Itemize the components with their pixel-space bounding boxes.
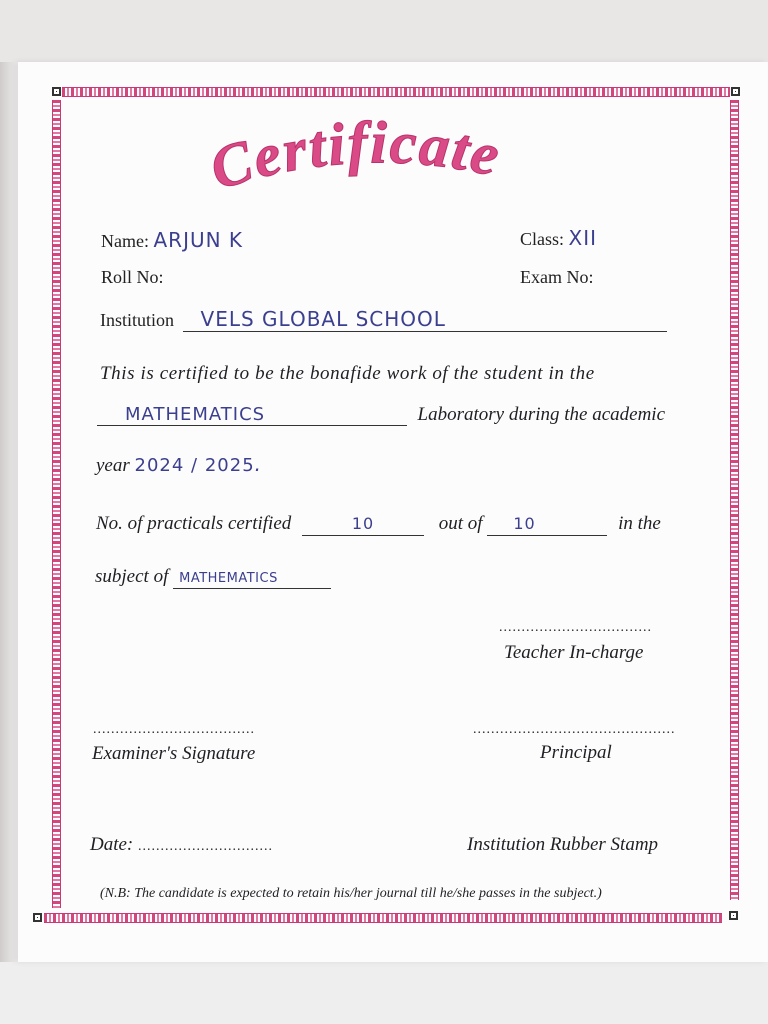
year-prefix: year: [96, 455, 130, 476]
practicals-row: [96, 513, 661, 536]
out-of-label: out of: [438, 513, 483, 534]
corner-ornament: [729, 911, 738, 920]
border-right: [730, 100, 739, 900]
date-line: ..............................: [138, 839, 274, 854]
statement-line1: This is certified to be the bonafide work of the student in the: [100, 363, 595, 384]
practicals-suffix: in the: [618, 513, 661, 534]
lab-subject-value: MATHEMATICS: [125, 404, 266, 425]
institution-row: [100, 307, 667, 332]
examiner-signature-line: ....................................: [93, 722, 255, 737]
border-top: [62, 87, 730, 97]
practicals-total-value: 10: [513, 514, 536, 533]
page-shadow: [0, 962, 768, 1024]
border-left: [52, 100, 61, 908]
roll-no-label: Roll No:: [101, 267, 164, 287]
certificate-title: [200, 118, 600, 218]
class-row: [520, 226, 597, 250]
corner-ornament: [52, 87, 61, 96]
statement-row2: [97, 404, 665, 426]
examiner-label: Examiner's Signature: [92, 743, 256, 764]
name-row: [101, 228, 243, 252]
principal-signature-line: .............................................: [473, 722, 676, 737]
teacher-signature-line: ..................................: [499, 620, 652, 635]
footnote: (N.B: The candidate is expected to retain his/her journal till he/she passes in the subject.): [100, 886, 602, 901]
principal-label: Principal: [540, 742, 612, 763]
name-label: Name:: [101, 231, 149, 251]
subject-value: MATHEMATICS: [179, 571, 278, 586]
subject-row: [95, 566, 331, 589]
statement-line2: Laboratory during the academic: [417, 404, 666, 425]
year-value: 2024 / 2025: [134, 455, 255, 476]
exam-no-label: Exam No:: [520, 267, 594, 287]
corner-ornament: [731, 87, 740, 96]
practicals-certified-value: 10: [351, 514, 375, 533]
title-text: Certificate: [202, 118, 507, 203]
class-label: Class:: [520, 229, 565, 249]
class-value: XII: [568, 226, 598, 250]
notebook-binding: [0, 62, 18, 962]
subject-label: subject of: [95, 566, 169, 587]
institution-label: Institution: [100, 310, 175, 330]
institution-value: VELS GLOBAL SCHOOL: [200, 307, 446, 331]
teacher-label: Teacher In-charge: [504, 642, 644, 663]
border-bottom: [44, 913, 722, 923]
corner-ornament: [33, 913, 42, 922]
date-row: [90, 834, 273, 856]
stamp-label: Institution Rubber Stamp: [467, 834, 659, 855]
name-value: ARJUN K: [153, 228, 244, 252]
year-row: [96, 452, 262, 477]
svg-text:Certificate: [203, 118, 507, 202]
date-label: Date:: [90, 834, 134, 855]
practicals-label: No. of practicals certified: [96, 513, 292, 534]
year-suffix: .: [254, 452, 262, 476]
